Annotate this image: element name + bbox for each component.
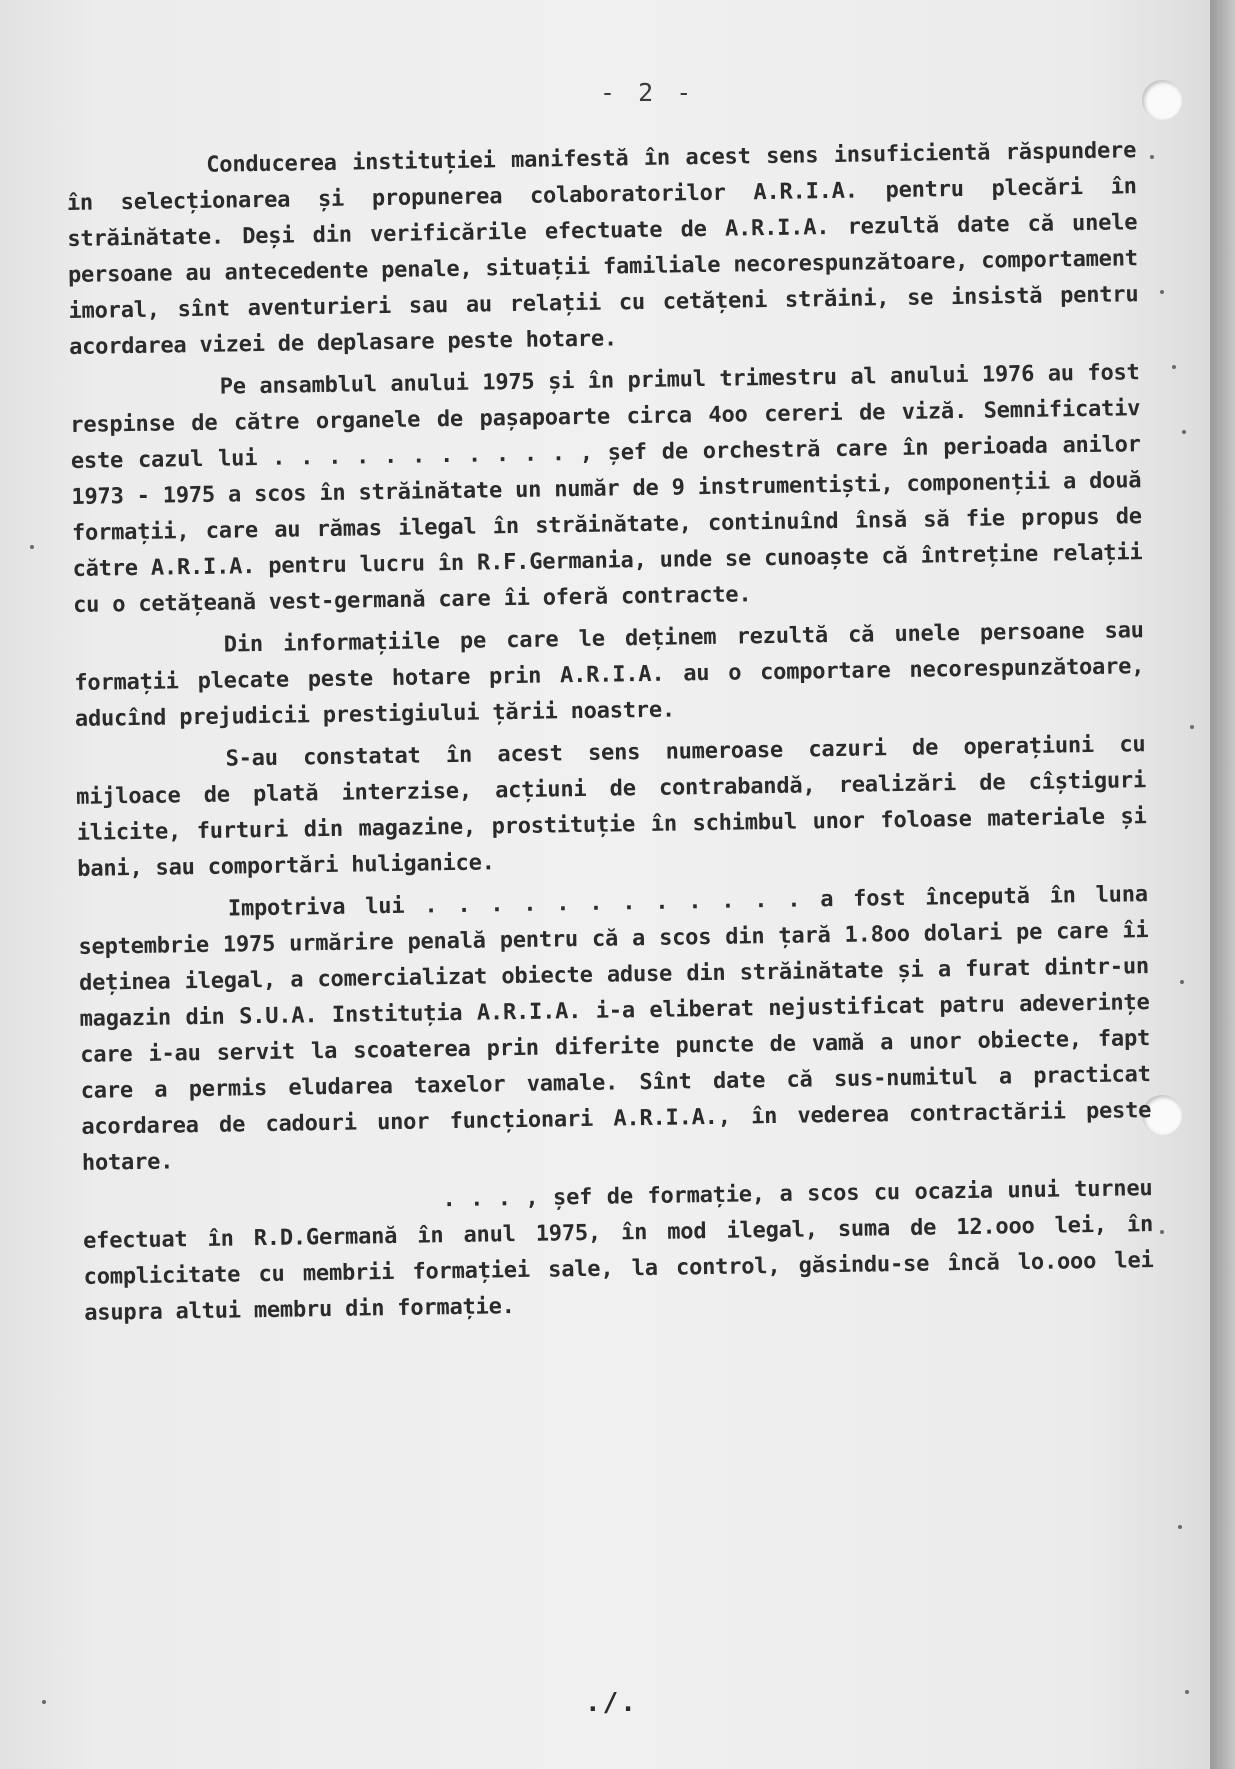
scan-speck (1172, 365, 1176, 369)
document-body (66, 133, 1155, 1338)
page-number: - 2 - (600, 78, 696, 107)
scan-speck (1160, 1230, 1164, 1234)
paragraph-informatiile: Din informațiile pe care le deținem rezultă că unele persoane sau formații plecate peste hotare prin A.R.I.A. au o comportare necorespunzătoare, aducînd prejudicii prestigiului țării noastre. (74, 618, 1145, 732)
paragraph-impotriva: Impotriva lui . . . . . . . . . . . . a fost începută în luna septembrie 1975 urmărire penală pentru că a scos din țară 1.8oo dolari pe care îi deținea ilegal, a comercializat obiecte aduse din străinătate și a furat dintr-un magazin din S.U.A. Instituția A.R.I.A. i-a eliberat nejustificat patru adeverințe care i-au servit la scoaterea prin diferite puncte de vamă a unor obiecte, fapt care a permis eludarea taxelor vamale. Sînt date că sus-numitul a practicat acordarea de cadouri unor funcționari A.R.I.A., în vederea contractării peste hotare. (78, 882, 1152, 1176)
paragraph-constatat: S-au constatat în acest sens numeroase cazuri de operațiuni cu mijloace de plată interzise, acțiuni de contrabandă, realizări de cîștiguri ilicite, furturi din magazine, prostituție în schimbul unor foloase materiale și bani, sau comportări huliganice. (75, 732, 1147, 882)
scan-speck (1178, 1525, 1182, 1529)
scan-speck (1185, 1690, 1189, 1694)
scan-speck (1182, 430, 1186, 434)
scan-speck (42, 1700, 46, 1704)
paragraph-ansamblul: Pe ansamblul anului 1975 și în primul trimestru al anului 1976 au fost respinse de către organele de pașapoarte circa 4oo cereri de viză. Semnificativ este cazul lui . . . . . . . . . . . , șef de orchestră care în perioada anilor 1973 - 1975 a scos în străinătate un număr de 9 instrumentiști, componenții a două formații, care au rămas ilegal în străinătate, continuînd însă să fie propus de către A.R.I.A. pentru lucru în R.F.Germania, unde se cunoaște că întreține relații cu o cetățeană vest-germană care îi oferă contracte. (70, 360, 1143, 618)
scan-speck (1190, 725, 1194, 729)
scan-speck (1180, 980, 1184, 984)
scan-speck (1160, 290, 1164, 294)
continuation-mark: ./. (585, 1688, 638, 1718)
scan-edge (1210, 0, 1235, 1769)
scan-speck (1150, 155, 1154, 159)
paragraph-conducerea: Conducerea instituției manifestă în acest sens insuficientă răspundere în selecționarea și propunerea colaboratorilor A.R.I.A. pentru plecări în străinătate. Deși din verificările efectuate de A.R.I.A. rezultă date că unele persoane au antecedente penale, situații familiale necorespunzătoare, comportament imoral, sînt aventurieri sau au relații cu cetățeni străini, se insistă pentru acordarea vizei de deplasare peste hotare. (66, 138, 1139, 360)
punch-hole (1142, 80, 1182, 120)
scan-speck (30, 545, 34, 549)
paragraph-sef-de-formatie: . . . , șef de formație, a scos cu ocazia unui turneu efectuat în R.D.Germană în anul 1975, în mod ilegal, suma de 12.ooo lei, în complicitate cu membrii formației sale, la control, găsindu-se încă lo.ooo lei asupra altui membru din formație. (82, 1176, 1154, 1326)
